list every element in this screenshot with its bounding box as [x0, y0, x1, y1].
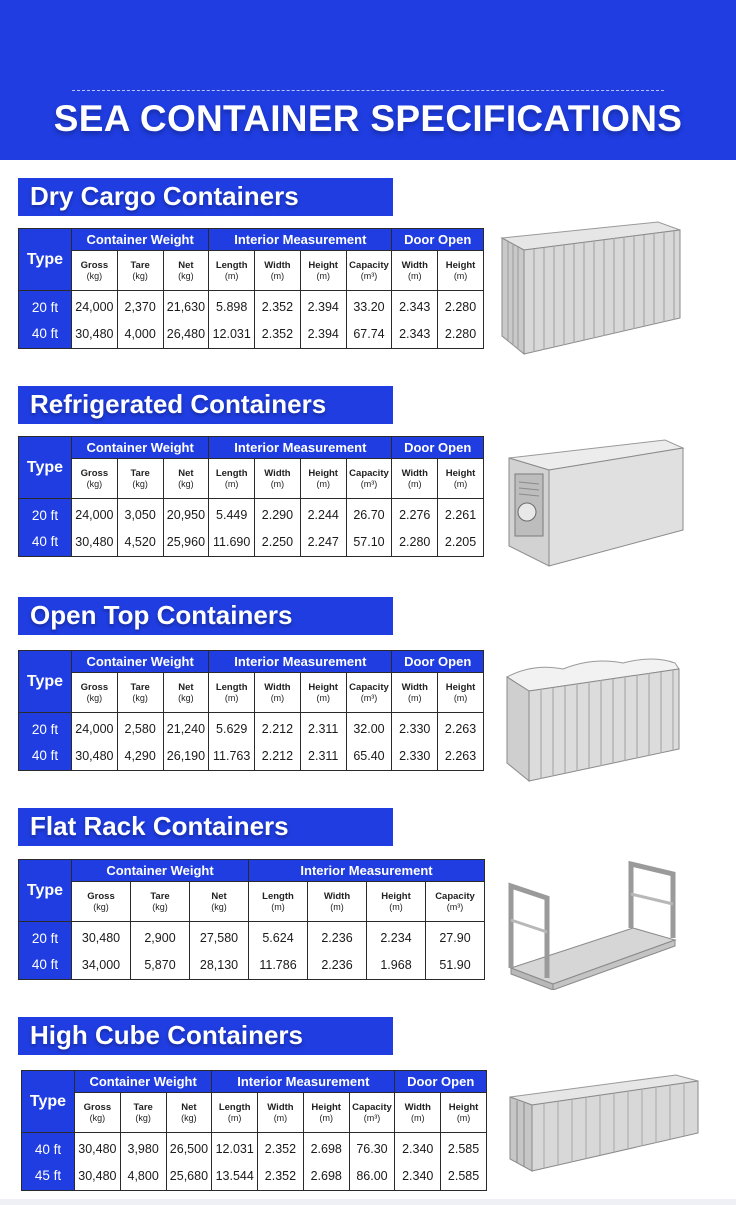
- cell-door-width: 2.340: [395, 1133, 441, 1162]
- row-type: 45 ft: [22, 1162, 75, 1191]
- col-capacity: Capacity (m³): [346, 673, 392, 713]
- col-capacity: Capacity (m³): [426, 882, 485, 922]
- cell-door-width: 2.343: [392, 291, 438, 320]
- row-type: 40 ft: [19, 742, 72, 771]
- cell-tare: 2,900: [131, 922, 190, 951]
- col-length: Length (m): [209, 251, 255, 291]
- col-tare: Tare (kg): [131, 882, 190, 922]
- col-width: Width (m): [308, 882, 367, 922]
- col-net: Net (kg): [190, 882, 249, 922]
- dry-cargo-container-image: [498, 218, 683, 358]
- cell-length: 5.624: [249, 922, 308, 951]
- cell-height: 2.311: [300, 742, 346, 771]
- col-gross: Gross (kg): [72, 459, 118, 499]
- col-capacity: Capacity (m³): [346, 251, 392, 291]
- type-header: Type: [19, 651, 72, 713]
- cell-length: 12.031: [212, 1133, 258, 1162]
- table-row: [19, 528, 484, 557]
- col-length: Length (m): [209, 459, 255, 499]
- table-row: [19, 713, 484, 742]
- col-tare: Tare (kg): [117, 251, 163, 291]
- col-length: Length (m): [249, 882, 308, 922]
- cell-width: 2.250: [255, 528, 301, 557]
- col-width: Width (m): [255, 673, 301, 713]
- cell-net: 20,950: [163, 499, 209, 528]
- table-row: [19, 320, 484, 349]
- cell-tare: 4,800: [120, 1162, 166, 1191]
- col-height: Height (m): [300, 251, 346, 291]
- group-interior-measurement: Interior Measurement: [209, 651, 392, 673]
- cell-height: 2.394: [300, 291, 346, 320]
- cell-gross: 34,000: [72, 951, 131, 980]
- cell-width: 2.352: [255, 320, 301, 349]
- cell-net: 26,500: [166, 1133, 212, 1162]
- cell-length: 11.690: [209, 528, 255, 557]
- cell-door-height: 2.585: [441, 1133, 487, 1162]
- spec-table: [18, 650, 484, 771]
- cell-length: 5.449: [209, 499, 255, 528]
- col-gross: Gross (kg): [72, 882, 131, 922]
- col-door-width: Width (m): [395, 1093, 441, 1133]
- cell-door-width: 2.340: [395, 1162, 441, 1191]
- col-door-height: Height (m): [438, 251, 484, 291]
- cell-tare: 3,980: [120, 1133, 166, 1162]
- spec-table: [18, 859, 485, 980]
- group-interior-measurement: Interior Measurement: [209, 437, 392, 459]
- cell-door-width: 2.280: [392, 528, 438, 557]
- col-door-width: Width (m): [392, 459, 438, 499]
- cell-height: 2.698: [303, 1162, 349, 1191]
- cell-door-height: 2.205: [438, 528, 484, 557]
- col-net: Net (kg): [163, 251, 209, 291]
- cell-gross: 24,000: [72, 713, 118, 742]
- cell-width: 2.352: [258, 1162, 304, 1191]
- cell-tare: 4,290: [117, 742, 163, 771]
- cell-net: 25,960: [163, 528, 209, 557]
- spec-table: [18, 228, 484, 349]
- cell-tare: 4,000: [117, 320, 163, 349]
- cell-gross: 30,480: [72, 320, 118, 349]
- group-interior-measurement: Interior Measurement: [212, 1071, 395, 1093]
- col-door-width: Width (m): [392, 673, 438, 713]
- cell-length: 13.544: [212, 1162, 258, 1191]
- table-row: [19, 951, 485, 980]
- col-width: Width (m): [255, 459, 301, 499]
- section-title: Flat Rack Containers: [18, 808, 393, 846]
- col-tare: Tare (kg): [117, 459, 163, 499]
- col-door-width: Width (m): [392, 251, 438, 291]
- col-width: Width (m): [255, 251, 301, 291]
- cell-capacity: 33.20: [346, 291, 392, 320]
- col-tare: Tare (kg): [120, 1093, 166, 1133]
- type-header: Type: [22, 1071, 75, 1133]
- spec-table: [18, 436, 484, 557]
- row-type: 40 ft: [19, 951, 72, 980]
- page-title: SEA CONTAINER SPECIFICATIONS: [53, 98, 683, 139]
- group-container-weight: Container Weight: [72, 437, 209, 459]
- cell-capacity: 76.30: [349, 1133, 395, 1162]
- header-banner: [0, 0, 736, 160]
- cell-length: 5.898: [209, 291, 255, 320]
- cell-net: 28,130: [190, 951, 249, 980]
- cell-door-width: 2.343: [392, 320, 438, 349]
- cell-tare: 3,050: [117, 499, 163, 528]
- col-capacity: Capacity (m³): [346, 459, 392, 499]
- section-title: Dry Cargo Containers: [18, 178, 393, 216]
- table-row: [19, 922, 485, 951]
- section-title: Open Top Containers: [18, 597, 393, 635]
- section-title: High Cube Containers: [18, 1017, 393, 1055]
- table-row: [22, 1133, 487, 1162]
- group-interior-measurement: Interior Measurement: [209, 229, 392, 251]
- cell-door-height: 2.280: [438, 320, 484, 349]
- col-door-height: Height (m): [438, 673, 484, 713]
- type-header: Type: [19, 437, 72, 499]
- cell-net: 26,480: [163, 320, 209, 349]
- row-type: 40 ft: [19, 320, 72, 349]
- spec-table: [21, 1070, 487, 1191]
- col-net: Net (kg): [163, 459, 209, 499]
- cell-net: 25,680: [166, 1162, 212, 1191]
- cell-height: 2.234: [367, 922, 426, 951]
- row-type: 20 ft: [19, 291, 72, 320]
- col-height: Height (m): [300, 459, 346, 499]
- col-capacity: Capacity (m³): [349, 1093, 395, 1133]
- cell-width: 2.290: [255, 499, 301, 528]
- col-net: Net (kg): [166, 1093, 212, 1133]
- flat-rack-container-image: [503, 860, 681, 990]
- col-door-height: Height (m): [441, 1093, 487, 1133]
- header-dashed-divider: [72, 90, 664, 91]
- cell-net: 26,190: [163, 742, 209, 771]
- cell-gross: 30,480: [75, 1133, 121, 1162]
- group-door-open: Door Open: [395, 1071, 487, 1093]
- cell-gross: 30,480: [72, 922, 131, 951]
- col-gross: Gross (kg): [72, 673, 118, 713]
- table-row: [22, 1162, 487, 1191]
- cell-height: 2.244: [300, 499, 346, 528]
- group-container-weight: Container Weight: [75, 1071, 212, 1093]
- group-interior-measurement: Interior Measurement: [249, 860, 485, 882]
- group-door-open: Door Open: [392, 229, 484, 251]
- cell-capacity: 32.00: [346, 713, 392, 742]
- col-tare: Tare (kg): [117, 673, 163, 713]
- cell-door-height: 2.585: [441, 1162, 487, 1191]
- cell-door-width: 2.330: [392, 713, 438, 742]
- col-net: Net (kg): [163, 673, 209, 713]
- col-door-height: Height (m): [438, 459, 484, 499]
- row-type: 20 ft: [19, 713, 72, 742]
- cell-net: 27,580: [190, 922, 249, 951]
- cell-capacity: 67.74: [346, 320, 392, 349]
- col-width: Width (m): [258, 1093, 304, 1133]
- cell-length: 11.786: [249, 951, 308, 980]
- section-title: Refrigerated Containers: [18, 386, 393, 424]
- cell-tare: 2,370: [117, 291, 163, 320]
- cell-net: 21,630: [163, 291, 209, 320]
- cell-height: 2.247: [300, 528, 346, 557]
- group-door-open: Door Open: [392, 651, 484, 673]
- col-gross: Gross (kg): [72, 251, 118, 291]
- cell-capacity: 51.90: [426, 951, 485, 980]
- table-row: [19, 291, 484, 320]
- cell-door-height: 2.263: [438, 713, 484, 742]
- cell-capacity: 65.40: [346, 742, 392, 771]
- cell-capacity: 57.10: [346, 528, 392, 557]
- cell-door-width: 2.276: [392, 499, 438, 528]
- col-height: Height (m): [303, 1093, 349, 1133]
- group-door-open: Door Open: [392, 437, 484, 459]
- cell-capacity: 86.00: [349, 1162, 395, 1191]
- cell-length: 11.763: [209, 742, 255, 771]
- col-height: Height (m): [300, 673, 346, 713]
- group-container-weight: Container Weight: [72, 229, 209, 251]
- cell-gross: 30,480: [72, 742, 118, 771]
- col-length: Length (m): [212, 1093, 258, 1133]
- cell-capacity: 26.70: [346, 499, 392, 528]
- cell-length: 12.031: [209, 320, 255, 349]
- cell-length: 5.629: [209, 713, 255, 742]
- col-height: Height (m): [367, 882, 426, 922]
- cell-width: 2.352: [255, 291, 301, 320]
- cell-height: 2.311: [300, 713, 346, 742]
- group-container-weight: Container Weight: [72, 651, 209, 673]
- cell-door-height: 2.263: [438, 742, 484, 771]
- cell-capacity: 27.90: [426, 922, 485, 951]
- cell-width: 2.212: [255, 713, 301, 742]
- cell-height: 2.394: [300, 320, 346, 349]
- cell-width: 2.236: [308, 951, 367, 980]
- cell-tare: 4,520: [117, 528, 163, 557]
- row-type: 40 ft: [19, 528, 72, 557]
- row-type: 40 ft: [22, 1133, 75, 1162]
- bottom-divider: [0, 1199, 736, 1205]
- cell-gross: 30,480: [75, 1162, 121, 1191]
- type-header: Type: [19, 229, 72, 291]
- refrigerated-container-image: [505, 438, 685, 568]
- table-row: [19, 499, 484, 528]
- cell-door-width: 2.330: [392, 742, 438, 771]
- high-cube-container-image: [508, 1073, 702, 1173]
- cell-gross: 30,480: [72, 528, 118, 557]
- group-container-weight: Container Weight: [72, 860, 249, 882]
- cell-door-height: 2.280: [438, 291, 484, 320]
- cell-height: 1.968: [367, 951, 426, 980]
- open-top-container-image: [503, 655, 681, 783]
- row-type: 20 ft: [19, 499, 72, 528]
- cell-width: 2.352: [258, 1133, 304, 1162]
- cell-height: 2.698: [303, 1133, 349, 1162]
- cell-tare: 5,870: [131, 951, 190, 980]
- cell-width: 2.236: [308, 922, 367, 951]
- cell-gross: 24,000: [72, 291, 118, 320]
- cell-tare: 2,580: [117, 713, 163, 742]
- type-header: Type: [19, 860, 72, 922]
- row-type: 20 ft: [19, 922, 72, 951]
- cell-net: 21,240: [163, 713, 209, 742]
- cell-gross: 24,000: [72, 499, 118, 528]
- col-length: Length (m): [209, 673, 255, 713]
- col-gross: Gross (kg): [75, 1093, 121, 1133]
- cell-door-height: 2.261: [438, 499, 484, 528]
- cell-width: 2.212: [255, 742, 301, 771]
- table-row: [19, 742, 484, 771]
